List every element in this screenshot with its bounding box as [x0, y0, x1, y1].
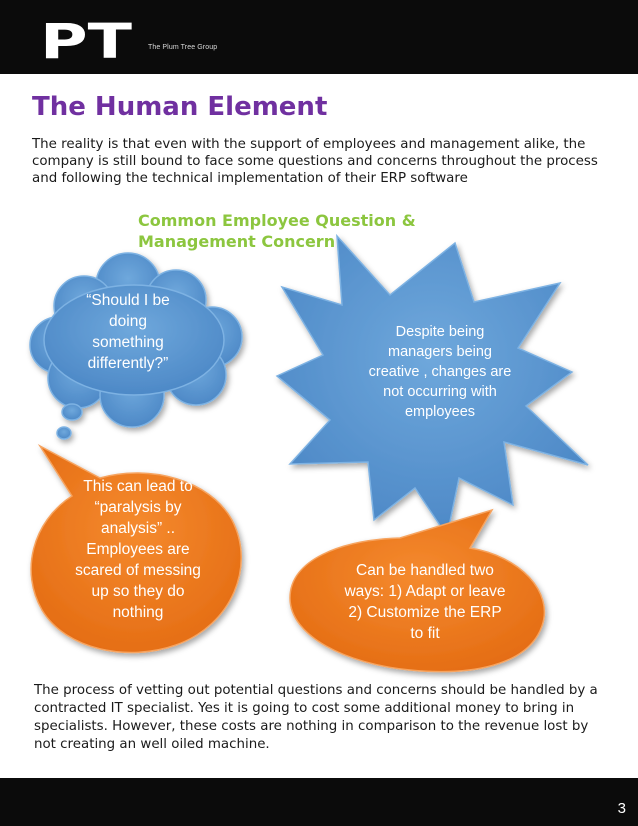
handled-line: Can be handled two [356, 562, 494, 579]
question-bubble-text [62, 290, 194, 374]
paralysis-callout-text [58, 476, 218, 623]
subtitle-line-2: Management Concern [138, 232, 336, 251]
handled-callout-text [320, 560, 530, 644]
handled-line: 2) Customize the ERP [348, 604, 502, 621]
paralysis-line: This can lead to [83, 478, 193, 495]
intro-paragraph: The reality is that even with the support of employees and management alike, the company is still bound to face some questions and concerns throughout the process and following the technical implementation of their ERP software [32, 137, 598, 186]
page-title: The Human Element [32, 92, 328, 122]
footer-bar [0, 778, 638, 826]
paralysis-line: Employees are [86, 541, 190, 558]
company-name: The Plum Tree Group [148, 44, 218, 51]
paralysis-line: scared of messing [75, 562, 201, 579]
paralysis-line: nothing [112, 604, 164, 621]
question-line: doing [109, 313, 147, 330]
concern-star-text [340, 322, 540, 422]
concern-line: employees [404, 404, 476, 420]
concern-line: not occurring with [383, 384, 497, 400]
closing-paragraph: The process of vetting out potential questions and concerns should be handled by a contracted IT specialist. Yes it is going to cost some additional money to bring in specialists. However, these costs are nothing in comparison to the revenue lost by not creating an well oiled machine. [34, 683, 598, 752]
page-number: 3 [617, 800, 626, 817]
concern-line: managers being [388, 344, 492, 360]
question-line: “Should I be [86, 292, 170, 309]
question-line: differently?” [87, 355, 169, 372]
handled-line: to fit [410, 625, 440, 642]
paralysis-line: “paralysis by [94, 499, 182, 516]
handled-line: ways: 1) Adapt or leave [344, 583, 506, 600]
paralysis-line: up so they do [91, 583, 185, 600]
paralysis-line: analysis” .. [100, 520, 176, 537]
subtitle-line-1: Common Employee Question & [138, 211, 416, 230]
concern-line: creative , changes are [368, 364, 512, 380]
question-line: something [92, 334, 164, 351]
concern-line: Despite being [395, 324, 485, 340]
logo-letters: PT [40, 18, 132, 62]
